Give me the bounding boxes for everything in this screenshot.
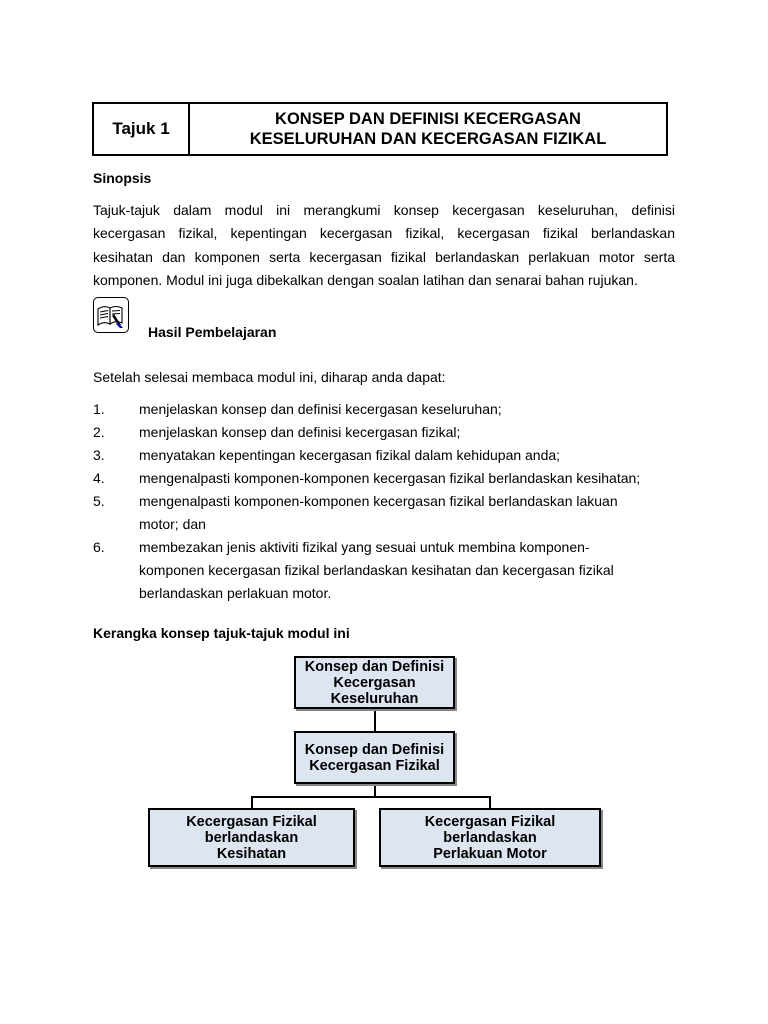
node-label: Kecergasan Fizikal berlandaskan Perlakuan Motor (424, 813, 556, 862)
framework-heading: Kerangka konsep tajuk-tajuk modul ini (93, 625, 350, 641)
node-health-related-fitness (148, 808, 355, 867)
list-item (93, 536, 678, 605)
list-item-text: mengenalpasti komponen-komponen kecergasan fizikal berlandaskan kesihatan; (139, 470, 641, 486)
topic-title-line2: KESELURUHAN DAN KECERGASAN FIZIKAL (249, 130, 607, 148)
list-item (93, 490, 678, 536)
outcomes-intro: Setelah selesai membaca modul ini, diharap anda dapat: (93, 369, 446, 385)
synopsis-line: kecergasan fizikal, kepentingan kecergasan fizikal, kecergasan fizikal berlandaskan (93, 225, 675, 242)
list-item-number: 5. (93, 493, 105, 509)
book-pen-icon (93, 297, 129, 333)
synopsis-line: kesihatan dan komponen serta kecergasan fizikal berlandaskan perlakuan motor serta (93, 248, 675, 265)
node-motor-related-fitness (379, 808, 601, 867)
list-item (93, 421, 678, 444)
topic-title (190, 104, 666, 154)
synopsis-heading: Sinopsis (93, 170, 152, 186)
list-item-text: menjelaskan konsep dan definisi kecergasan keseluruhan; (139, 401, 502, 417)
list-item-text: menjelaskan konsep dan definisi kecergasan fizikal; (139, 424, 461, 440)
list-item-text: membezakan jenis aktiviti fizikal yang sesuai untuk membina komponen-komponen kecergasan fizikal berlandaskan kesihatan dan kecergasan fizikal berlandaskan perlakuan motor. (139, 539, 614, 601)
list-item-number: 6. (93, 539, 105, 555)
list-item-number: 1. (93, 401, 105, 417)
list-item (93, 444, 678, 467)
list-item-text: mengenalpasti komponen-komponen kecergasan fizikal berlandaskan lakuan motor; dan (139, 493, 618, 532)
list-item-text: menyatakan kepentingan kecergasan fizikal dalam kehidupan anda; (139, 447, 561, 463)
list-item (93, 398, 678, 421)
topic-label: Tajuk 1 (94, 104, 190, 154)
synopsis-line: Tajuk-tajuk dalam modul ini merangkumi konsep kecergasan keseluruhan, definisi (93, 202, 675, 218)
topic-header (92, 102, 668, 156)
synopsis-text (93, 199, 675, 292)
list-item-number: 3. (93, 447, 105, 463)
list-item-number: 4. (93, 470, 105, 486)
list-item-number: 2. (93, 424, 105, 440)
node-label: Kecergasan Fizikal berlandaskan Kesihatan (186, 813, 317, 862)
outcomes-heading: Hasil Pembelajaran (148, 324, 277, 340)
topic-title-line1: KONSEP DAN DEFINISI KECERGASAN (275, 110, 581, 128)
node-label: Konsep dan Definisi Kecergasan Fizikal (304, 741, 445, 774)
outcomes-list (93, 398, 678, 605)
list-item (93, 467, 678, 490)
synopsis-line: komponen. Modul ini juga dibekalkan dengan soalan latihan dan senarai bahan rujukan. (93, 271, 638, 288)
node-label: Konsep dan Definisi Kecergasan Keseluruhan (304, 658, 445, 707)
node-overall-fitness-concept (294, 656, 455, 709)
node-physical-fitness-concept (294, 731, 455, 784)
